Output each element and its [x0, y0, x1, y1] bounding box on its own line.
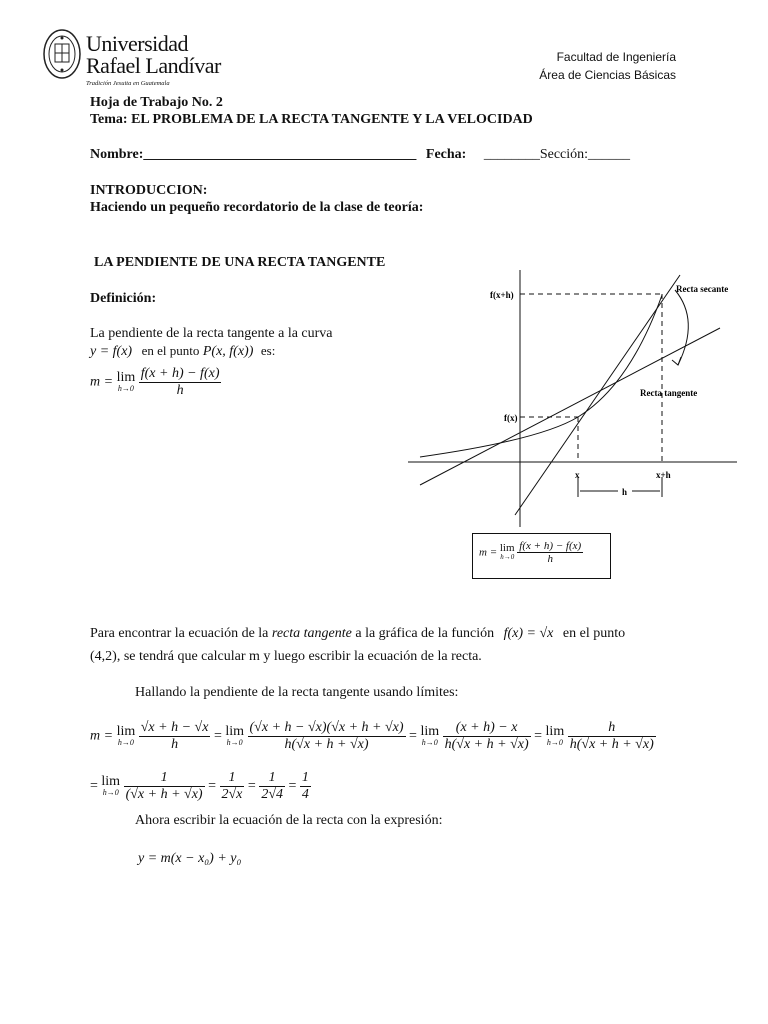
problem-line2: (4,2), se tendrá que calcular m y luego escribir la ecuación de la recta.: [90, 649, 482, 664]
deriv-eq6: =: [208, 778, 216, 794]
box-m: m =: [479, 546, 498, 559]
label-tangent: Recta tangente: [640, 388, 698, 398]
definition-formula: [90, 366, 221, 399]
es-text: es:: [260, 343, 276, 358]
section-heading: LA PENDIENTE DE UNA RECTA TANGENTE: [94, 255, 386, 270]
tangent-line: [420, 328, 720, 485]
step2-text: Ahora escribir la ecuación de la recta con la expresión:: [135, 813, 443, 828]
university-name-line1: Universidad: [86, 31, 189, 56]
derivation-line2: [90, 770, 311, 803]
box-fraction: $\frac{f(x + h) - f(x)}{h}$: [519, 540, 582, 565]
formula-box: [472, 533, 611, 579]
deriv-frac7: $\frac{1}{2√4}$: [261, 770, 283, 802]
deriv-lim5: lim h→0: [101, 773, 121, 797]
label-secant: Recta secante: [676, 284, 729, 294]
deriv-frac8: $\frac{1}{4}$: [301, 770, 309, 802]
definition-label: Definición:: [90, 291, 157, 306]
university-tagline: Tradición Jesuita en Guatemala: [86, 80, 170, 87]
definition-text: La pendiente de la recta tangente a la curva: [90, 326, 333, 341]
area-name: Área de Ciencias Básicas: [539, 68, 676, 82]
deriv-frac5: $\frac{1}{(√x + h + √x)}$: [125, 770, 203, 802]
line-equation: y = m(x − x₀) + y₀: [138, 851, 242, 866]
deriv-lim4: lim h→0: [545, 723, 565, 747]
problem-function: f(x) = √x: [503, 626, 554, 641]
formula-fraction: $\frac{f(x + h) - f(x)}{h}$: [140, 366, 220, 398]
box-lim: lim h→0: [499, 541, 515, 561]
deriv-frac6: $\frac{1}{2√x}$: [221, 770, 243, 802]
step1-text: Hallando la pendiente de la recta tangente usando límites:: [135, 685, 459, 700]
section-field-label: Sección:______: [539, 147, 631, 162]
derivation-line1: [90, 720, 656, 753]
deriv-frac1: $\frac{√x + h - √x}{h}$: [140, 720, 209, 752]
deriv-eq1: =: [213, 728, 222, 744]
deriv-m: m =: [90, 728, 114, 744]
university-seal-icon: [42, 28, 82, 80]
problem-line1: [90, 626, 625, 642]
label-fxh: f(x+h): [490, 290, 514, 300]
deriv-frac4: $\frac{h}{h(√x + h + √x)}$: [569, 720, 654, 752]
problem-text3: en el punto: [562, 626, 626, 641]
label-h: h: [622, 487, 628, 497]
deriv-lim3: lim h→0: [420, 723, 440, 747]
curve: [420, 295, 662, 457]
curve-expression: y = f(x): [90, 344, 133, 359]
worksheet-topic: Tema: EL PROBLEMA DE LA RECTA TANGENTE Y LA VELOCIDAD: [90, 112, 533, 127]
worksheet-title: Hoja de Trabajo No. 2: [90, 95, 223, 110]
point-expression: P(x, f(x)): [202, 344, 254, 359]
deriv-eq7: =: [247, 778, 256, 794]
name-field-label: Nombre:_______________________________________: [90, 147, 417, 162]
formula-m: m =: [90, 374, 114, 390]
rotation-arrow: [675, 290, 688, 365]
deriv-frac2: $\frac{(√x + h - √x)(√x + h + √x)}{h(√x + h + √x)}$: [249, 720, 404, 752]
intro-subheading: Haciendo un pequeño recordatorio de la clase de teoría:: [90, 200, 424, 215]
label-fx: f(x): [504, 413, 518, 423]
faculty-block: [539, 48, 676, 84]
deriv-eq5: =: [90, 778, 98, 794]
label-xh: x+h: [656, 470, 671, 480]
problem-italic: recta tangente: [271, 626, 352, 641]
deriv-lim1: lim h→0: [116, 723, 136, 747]
university-name-line2: Rafael Landívar: [86, 53, 221, 78]
deriv-frac3: $\frac{(x + h) - x}{h(√x + h + √x)}$: [444, 720, 529, 752]
deriv-eq8: =: [288, 778, 297, 794]
problem-text1: Para encontrar la ecuación de la: [90, 626, 269, 641]
deriv-lim2: lim h→0: [225, 723, 245, 747]
problem-text2: a la gráfica de la función: [355, 626, 495, 641]
faculty-name: Facultad de Ingeniería: [556, 50, 676, 64]
date-field-label: Fecha:: [425, 147, 467, 162]
label-x: x: [575, 470, 580, 480]
at-point-text: en el punto: [141, 343, 200, 358]
date-field-blank: ________: [483, 147, 540, 162]
definition-line2: [90, 343, 275, 360]
formula-lim: lim h→0: [116, 369, 136, 393]
deriv-eq3: =: [534, 728, 543, 744]
intro-heading: INTRODUCCION:: [90, 183, 208, 198]
deriv-eq2: =: [409, 728, 417, 744]
name-date-section-row: [90, 147, 630, 163]
